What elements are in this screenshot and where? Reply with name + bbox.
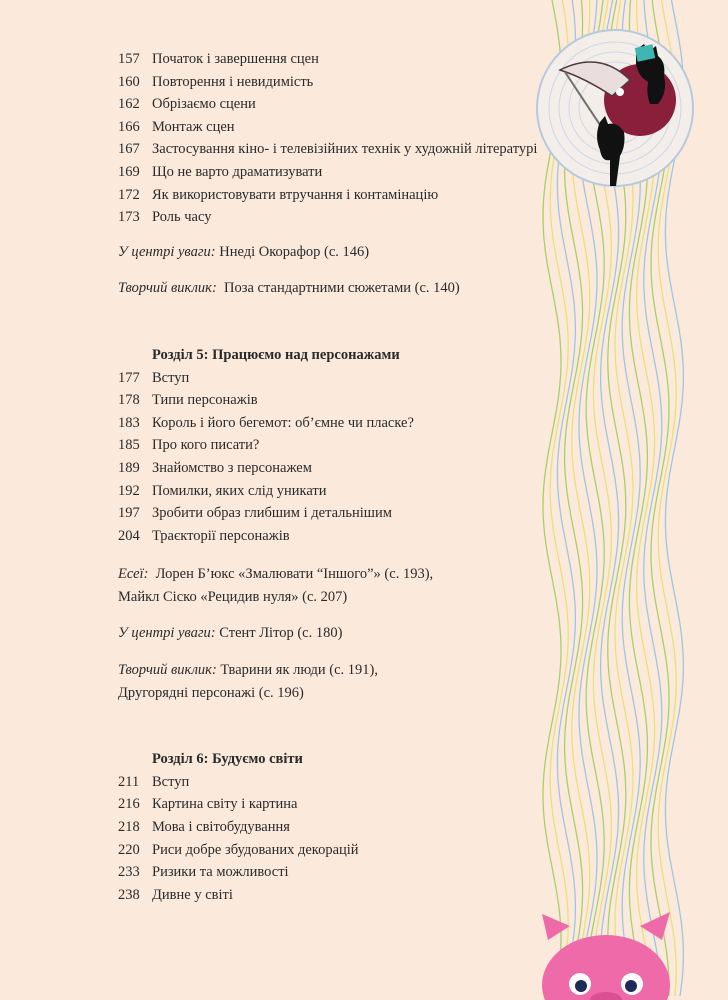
entry-title: Вступ: [152, 369, 190, 386]
page-number: 197: [118, 505, 140, 522]
entry-title: Застосування кіно- і телевізійних технік у художній літературі: [152, 141, 538, 158]
page-number: 216: [118, 796, 140, 813]
entry-title: Про кого писати?: [152, 437, 260, 454]
wave-line: [550, 0, 568, 996]
toc-entry: [118, 502, 538, 525]
page-number: 211: [118, 773, 140, 790]
page-number: 178: [118, 392, 140, 409]
entry-title: Монтаж сцен: [152, 118, 235, 135]
wave-line: [629, 0, 647, 996]
page-number: 166: [118, 118, 140, 135]
wave-line: [557, 0, 575, 996]
entry-title: Початок і завершення сцен: [152, 51, 319, 67]
toc-entry: [118, 367, 538, 390]
note-label: У центрі уваги:: [118, 625, 216, 642]
toc-entry: [118, 48, 538, 71]
toc-entry: [118, 525, 538, 548]
toc-entry: [118, 793, 538, 816]
wave-line: [565, 0, 583, 996]
page-number: 157: [118, 51, 140, 67]
entry-title: Знайомство з персонажем: [152, 459, 312, 476]
wave-line: [601, 0, 619, 996]
note-text: Ннеді Окорафор (с. 146): [215, 243, 370, 260]
focus-note: [118, 241, 538, 264]
entry-title: Дивне у світі: [152, 886, 233, 903]
toc-entry: [118, 93, 538, 116]
toc-entry: [118, 138, 538, 161]
toc-entry: [118, 884, 538, 907]
wave-line: [572, 0, 590, 996]
toc-entry: [118, 184, 538, 207]
toc-entry: [118, 861, 538, 884]
note-label: У центрі уваги:: [118, 243, 216, 260]
focus-note: [118, 622, 538, 645]
toc-entry: [118, 116, 538, 139]
page-number: 185: [118, 437, 140, 454]
wave-line: [543, 0, 561, 996]
toc-entry: [118, 434, 538, 457]
wave-line: [651, 0, 669, 996]
toc-chapter-6-list: [118, 771, 538, 907]
wave-line: [665, 0, 683, 996]
toc-entry: [118, 71, 538, 94]
challenge-note: [118, 659, 538, 704]
crow-circle-emblem-icon: [537, 30, 693, 186]
page-number: 192: [118, 482, 140, 499]
entry-title: Зробити образ глибшим і детальнішим: [152, 505, 392, 522]
toc-entry: [118, 206, 538, 229]
chapter-5-title: Розділ 5: Працюємо над персонажами: [152, 346, 400, 363]
entry-title: Вступ: [152, 773, 190, 790]
wave-line: [615, 0, 633, 996]
entry-title: Риси добре збудованих декорацій: [152, 841, 359, 858]
page-number: 233: [118, 864, 140, 881]
toc-entry: [118, 389, 538, 412]
page-number: 238: [118, 886, 140, 903]
note-label: Творчий виклик:: [118, 280, 217, 297]
page-number: 172: [118, 186, 140, 203]
entry-title: Типи персонажів: [152, 392, 258, 409]
page-number: 189: [118, 459, 140, 476]
page-number: 162: [118, 96, 140, 113]
page-number: 173: [118, 209, 140, 226]
toc-entry: [118, 839, 538, 862]
entry-title: Повторення і невидимість: [152, 73, 314, 90]
wave-line: [593, 0, 611, 996]
note-text: Поза стандартними сюжетами (с. 140): [216, 280, 460, 297]
toc-entry: [118, 816, 538, 839]
wave-line: [586, 0, 604, 996]
entry-title: Картина світу і картина: [152, 796, 298, 813]
wave-line: [579, 0, 597, 996]
challenge-note: [118, 277, 538, 300]
entry-title: Роль часу: [152, 209, 212, 226]
toc-entry: [118, 457, 538, 480]
toc-entry: [118, 771, 538, 794]
toc-entry: [118, 412, 538, 435]
wave-line: [608, 0, 626, 996]
page-number: 204: [118, 527, 140, 544]
pig-face-icon: [542, 912, 670, 1000]
note-text-continued: Майкл Сіско «Рецидив нуля» (с. 207): [118, 588, 348, 605]
entry-title: Траєкторії персонажів: [152, 527, 290, 544]
note-label: Есеї:: [118, 566, 149, 583]
page-number: 183: [118, 414, 140, 431]
toc-section-a-list: [118, 48, 538, 229]
page-number: 218: [118, 819, 140, 836]
note-text: Тварини як люди (с. 191),: [216, 662, 378, 679]
note-label: Творчий виклик:: [118, 662, 217, 679]
wave-line: [658, 0, 676, 996]
toc-entry: [118, 480, 538, 503]
entry-title: Як використовувати втручання і контамінацію: [152, 186, 439, 203]
page-number: 169: [118, 163, 140, 180]
entry-title: Що не варто драматизувати: [152, 163, 323, 180]
wave-line: [637, 0, 655, 996]
black-cat-icon: [597, 44, 665, 186]
page-number: 160: [118, 73, 140, 90]
entry-title: Помилки, яких слід уникати: [152, 482, 327, 499]
note-text-continued: Другорядні персонажі (с. 196): [118, 684, 304, 701]
toc-content: [118, 48, 538, 906]
entry-title: Обрізаємо сцени: [152, 96, 256, 113]
toc-entry: [118, 161, 538, 184]
entry-title: Мова і світобудування: [152, 819, 290, 836]
toc-chapter-5-list: [118, 367, 538, 548]
entry-title: Ризики та можливості: [152, 864, 289, 881]
page-number: 220: [118, 841, 140, 858]
chapter-6-title: Розділ 6: Будуємо світи: [152, 751, 303, 768]
wave-line: [644, 0, 662, 996]
entry-title: Король і його бегемот: об’ємне чи пласке?: [152, 414, 414, 431]
note-text: Стент Літор (с. 180): [215, 625, 343, 642]
page-number: 167: [118, 141, 140, 158]
note-text: Лорен Б’юкс «Змалювати “Іншого”» (с. 193),: [148, 566, 434, 583]
wave-line: [622, 0, 640, 996]
essay-note: [118, 563, 538, 608]
page-number: 177: [118, 369, 140, 386]
